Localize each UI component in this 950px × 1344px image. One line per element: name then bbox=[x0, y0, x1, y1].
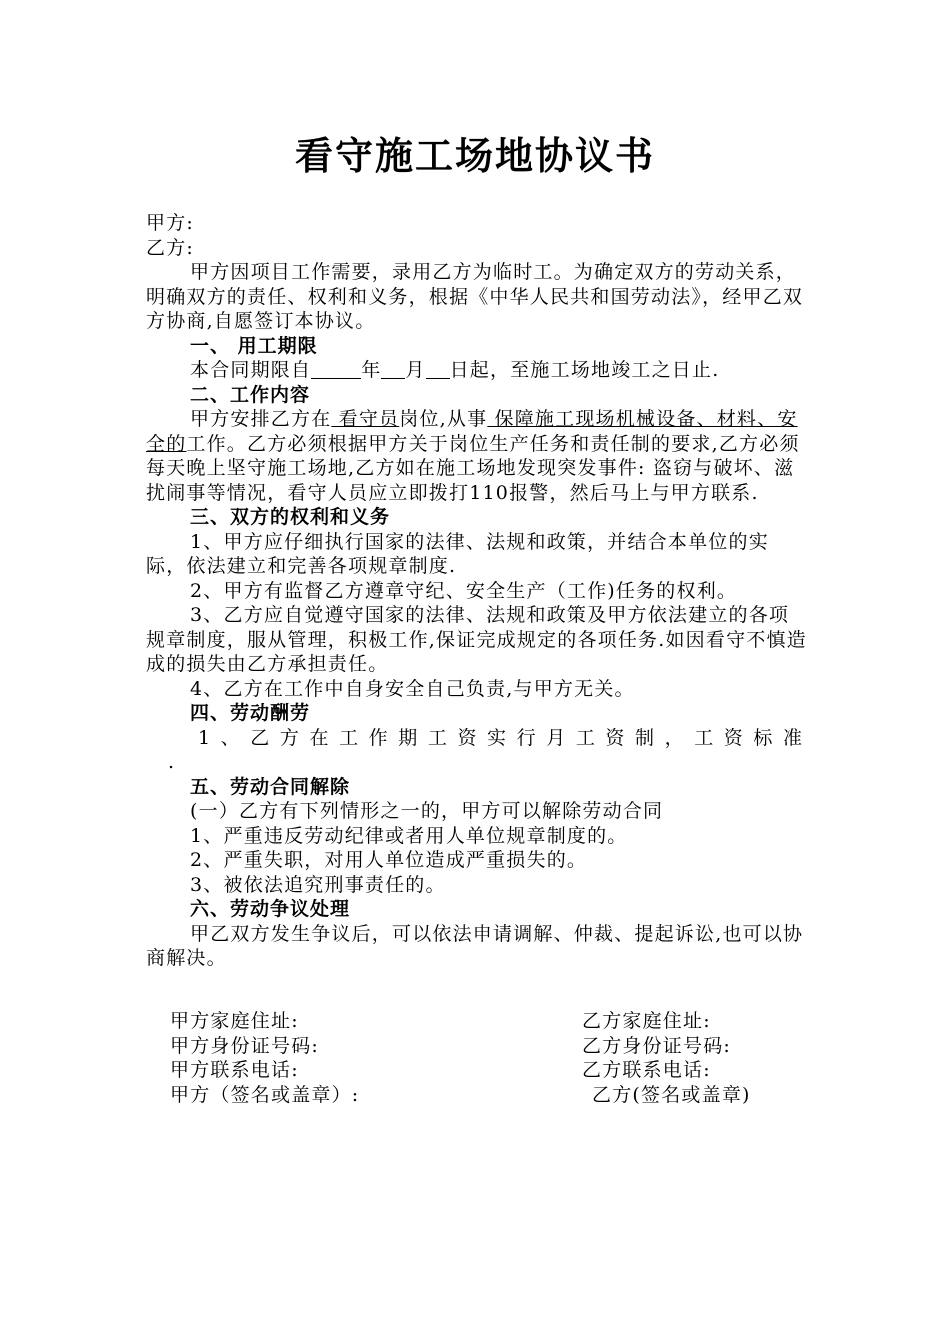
party-a-phone: 甲方联系电话: bbox=[170, 1059, 299, 1081]
section-1-term bbox=[146, 358, 808, 383]
section-2-content bbox=[146, 407, 808, 505]
signature-row-address bbox=[146, 1009, 808, 1034]
section-5-lead: (一）乙方有下列情形之一的，甲方可以解除劳动合同 bbox=[190, 800, 664, 822]
section-4-heading: 四、劳动酬劳 bbox=[190, 702, 311, 724]
party-a-address: 甲方家庭住址: bbox=[170, 1010, 299, 1032]
section-4-item-1-end: . bbox=[168, 751, 176, 773]
signature-row-id bbox=[146, 1034, 808, 1059]
work-text-3: 工作。乙方必须根据甲方关于岗位生产任务和责任制的要求,乙方必须每天晚上坚守施工场地,乙方如在施工场地发现突发事件: 盗窃与破坏、滋扰闹事等情况，看守人员应立即拨打110报警，然后马上与甲方联系. bbox=[146, 432, 800, 504]
party-a-id: 甲方身份证号码: bbox=[170, 1034, 320, 1057]
section-1-heading: 一、 用工期限 bbox=[190, 334, 318, 357]
party-b-phone: 乙方联系电话: bbox=[582, 1059, 711, 1081]
term-suffix: 日起，至施工场地竣工之日止. bbox=[449, 359, 720, 381]
work-text-2: 岗位,从事 bbox=[399, 408, 488, 430]
party-b-address: 乙方家庭住址: bbox=[582, 1010, 711, 1032]
work-post: 看守员 bbox=[331, 408, 400, 430]
section-2-heading: 二、工作内容 bbox=[190, 383, 311, 406]
section-5-item-2: 2、严重失职，对用人单位造成严重损失的。 bbox=[190, 849, 588, 871]
year-blank bbox=[311, 359, 361, 379]
section-3-heading: 三、双方的权利和义务 bbox=[190, 506, 391, 528]
section-6-text: 甲乙双方发生争议后，可以依法申请调解、仲裁、提起诉讼,也可以协商解决。 bbox=[146, 922, 804, 969]
party-a-sign: 甲方（签名或盖章）: bbox=[170, 1083, 360, 1106]
work-duty: 保障施工现场机械设备、材料、安全的 bbox=[146, 408, 798, 455]
signature-row-sign bbox=[146, 1083, 808, 1108]
document-body bbox=[146, 211, 808, 971]
section-5-heading: 五、劳动合同解除 bbox=[190, 775, 351, 798]
section-3-item-4: 4、乙方在工作中自身安全自己负责,与甲方无关。 bbox=[190, 677, 635, 700]
intro-paragraph: 甲方因项目工作需要，录用乙方为临时工。为确定双方的劳动关系，明确双方的责任、权利和义务，根据《中华人民共和国劳动法》，经甲乙双方协商,自愿签订本协议。 bbox=[146, 261, 804, 332]
signature-row-phone bbox=[146, 1058, 808, 1083]
day-blank bbox=[426, 359, 450, 379]
section-3-item-2: 2、甲方有监督乙方遵章守纪、安全生产（工作)任务的权利。 bbox=[190, 579, 738, 602]
signature-block bbox=[146, 1009, 808, 1107]
party-b-label: 乙方: bbox=[146, 236, 195, 259]
section-3-item-1: 1、甲方应仔细执行国家的法律、法规和政策，并结合本单位的实际，依法建立和完善各项规章制度. bbox=[146, 530, 769, 577]
section-5-item-1: 1、严重违反劳动纪律或者用人单位规章制度的。 bbox=[190, 824, 628, 847]
section-4-item-1: 1、乙方在工作期工资实行月工资制，工资标准 bbox=[198, 726, 808, 749]
month-label: 月 bbox=[405, 359, 426, 381]
month-blank bbox=[381, 359, 405, 379]
party-a-label: 甲方: bbox=[146, 212, 195, 234]
section-3-item-3: 3、乙方应自觉遵守国家的法律、法规和政策及甲方依法建立的各项规章制度，服从管理，积极工作,保证完成规定的各项任务.如因看守不慎造成的损失由乙方承担责任。 bbox=[146, 604, 807, 675]
document-title: 看守施工场地协议书 bbox=[294, 134, 655, 178]
party-b-id: 乙方身份证号码: bbox=[582, 1034, 732, 1057]
section-6-heading: 六、劳动争议处理 bbox=[190, 898, 351, 920]
section-5-item-3: 3、被依法追究刑事责任的。 bbox=[190, 873, 446, 896]
party-b-sign: 乙方(签名或盖章) bbox=[592, 1083, 751, 1106]
year-label: 年 bbox=[361, 359, 382, 381]
work-text-1: 甲方安排乙方在 bbox=[190, 408, 332, 430]
term-prefix: 本合同期限自 bbox=[190, 359, 312, 381]
